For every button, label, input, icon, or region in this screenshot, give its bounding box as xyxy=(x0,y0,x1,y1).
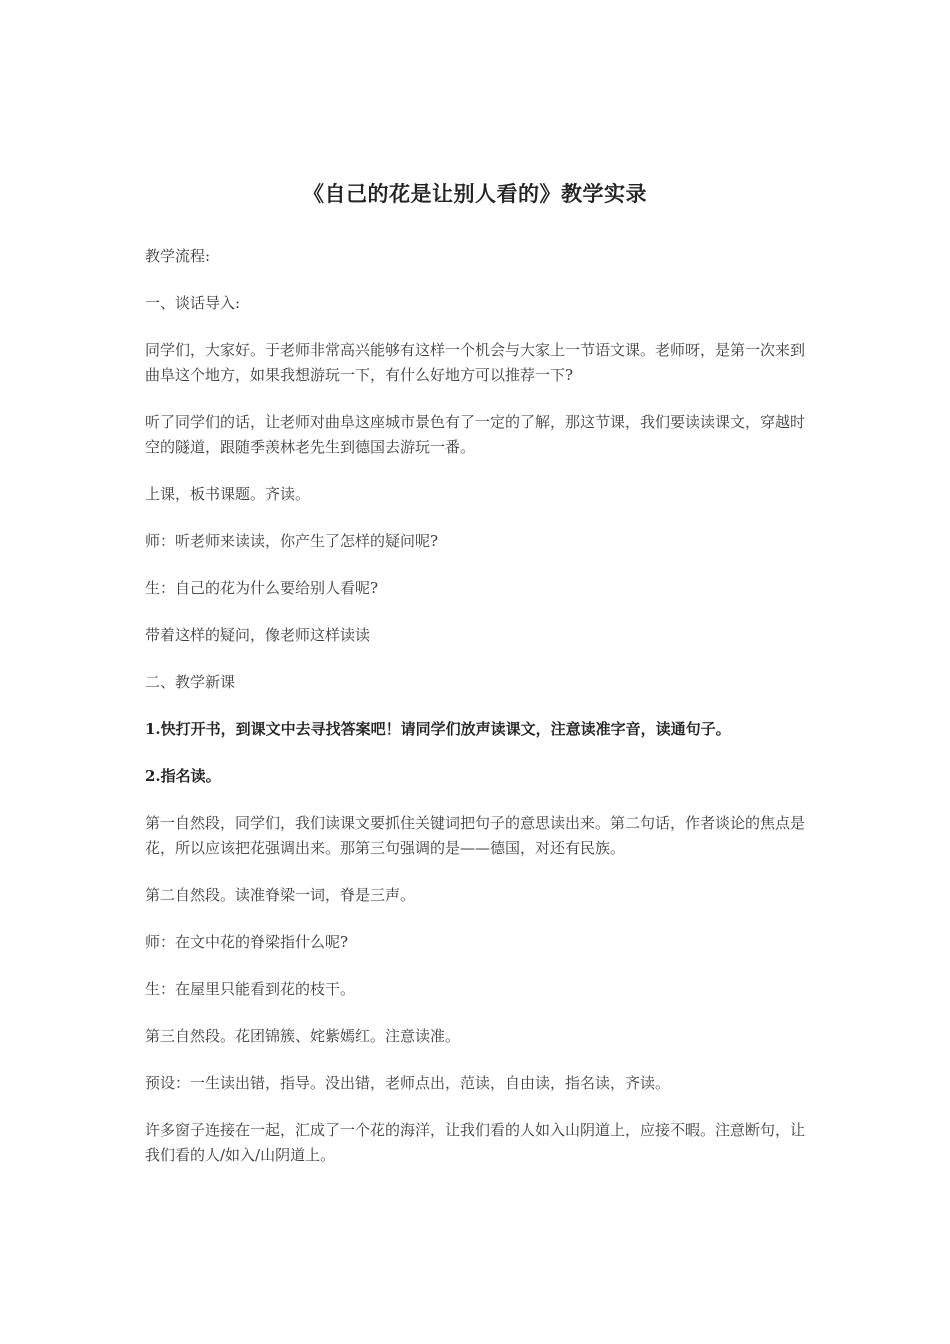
paragraph-student-question: 生：自己的花为什么要给别人看呢? xyxy=(145,579,379,597)
paragraph-greeting: 同学们，大家好。于老师非常高兴能够有这样一个机会与大家上一节语文课。老师呀，是第一次来到曲阜这个地方，如果我想游玩一下，有什么好地方可以推荐一下? xyxy=(145,341,806,384)
paragraph-first-section: 第一自然段，同学们，我们读课文要抓住关键词把句子的意思读出来。第二句话，作者谈论的焦点是花，所以应该把花强调出来。那第三句强调的是——德国，对还有民族。 xyxy=(145,814,806,857)
paragraph-teacher-spine-question: 师：在文中花的脊梁指什么呢? xyxy=(145,933,349,951)
paragraph-student-spine-answer: 生：在屋里只能看到花的枝干。 xyxy=(145,980,356,998)
paragraph-section-1-heading: 一、谈话导入: xyxy=(145,294,241,312)
document-title: 《自己的花是让别人看的》教学实录 xyxy=(303,182,647,206)
paragraph-step-1: 1.快打开书，到课文中去寻找答案吧！请同学们放声读课文，注意读准字音，读通句子。 xyxy=(145,720,731,738)
paragraph-windows-sea: 许多窗子连接在一起，汇成了一个花的海洋，让我们看的人如入山阴道上，应接不暇。注意断句，让我们看的人/如入/山阴道上。 xyxy=(145,1121,806,1164)
paragraph-read-along: 带着这样的疑问，像老师这样读读 xyxy=(145,626,371,644)
paragraph-section-2-heading: 二、教学新课 xyxy=(145,673,236,691)
paragraph-board-title: 上课，板书课题。齐读。 xyxy=(145,485,311,503)
document-body xyxy=(145,244,810,1190)
paragraph-step-2: 2.指名读。 xyxy=(145,767,221,785)
paragraph-third-section: 第三自然段。花团锦簇、姹紫嫣红。注意读准。 xyxy=(145,1027,461,1045)
paragraph-intro-lesson: 听了同学们的话，让老师对曲阜这座城市景色有了一定的了解，那这节课，我们要读读课文，穿越时空的隧道，跟随季羡林老先生到德国去游玩一番。 xyxy=(145,413,806,456)
paragraph-teacher-question: 师：听老师来读读，你产生了怎样的疑问呢? xyxy=(145,532,439,550)
paragraph-flow-heading: 教学流程: xyxy=(145,247,211,265)
paragraph-second-section: 第二自然段。读准脊梁一词，脊是三声。 xyxy=(145,886,416,904)
paragraph-preset: 预设：一生读出错，指导。没出错，老师点出，范读，自由读，指名读，齐读。 xyxy=(145,1074,671,1092)
